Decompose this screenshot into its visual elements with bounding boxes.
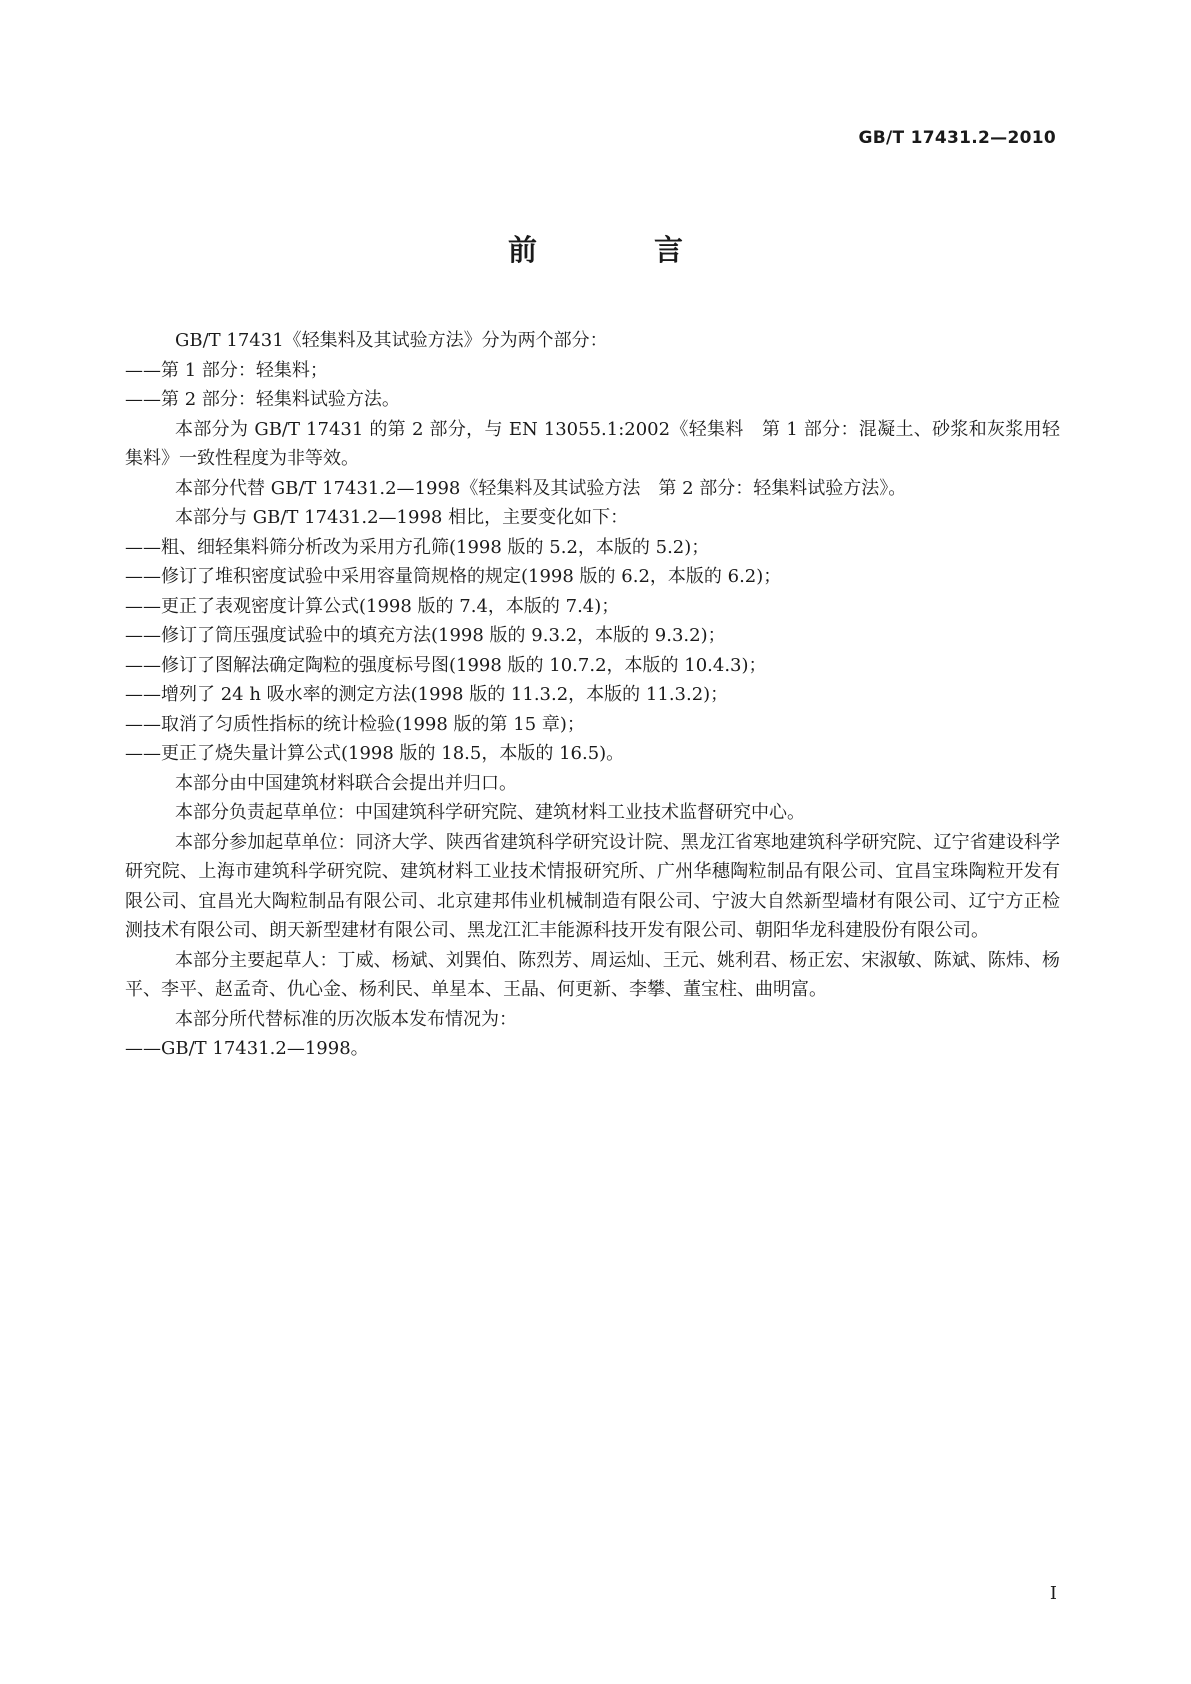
list-item: ——修订了图解法确定陶粒的强度标号图(1998 版的 10.7.2，本版的 10.4.3)； [125,654,767,676]
standard-number: GB/T 17431.2—2010 [858,128,1056,148]
list-item: ——第 2 部分：轻集料试验方法。 [125,389,400,410]
foreword-paragraph: 本部分主要起草人：丁威、杨斌、刘巽伯、陈烈芳、周运灿、王元、姚利君、杨正宏、宋淑敏、陈斌、陈炜、杨平、李平、赵孟奇、仇心金、杨利民、单星本、王晶、何更新、李攀、董宝柱、曲明富。 [125,949,1060,1000]
foreword-paragraph: 本部分负责起草单位：中国建筑科学研究院、建筑材料工业技术监督研究中心。 [175,802,805,823]
list-item: ——第 1 部分：轻集料； [125,359,328,381]
list-item: ——更正了烧失量计算公式(1998 版的 18.5，本版的 16.5)。 [125,743,625,764]
list-item: ——更正了表观密度计算公式(1998 版的 7.4，本版的 7.4)； [125,595,620,617]
list-item: ——粗、细轻集料筛分析改为采用方孔筛(1998 版的 5.2，本版的 5.2)； [125,536,710,558]
page-number: I [1049,1583,1057,1604]
list-item: ——取消了匀质性指标的统计检验(1998 版的第 15 章)； [125,713,585,735]
list-item: ——修订了堆积密度试验中采用容量筒规格的规定(1998 版的 6.2，本版的 6.2)； [125,566,782,587]
foreword-body [125,326,1060,1064]
page-title: 前 言 [507,233,727,267]
foreword-paragraph: 本部分参加起草单位：同济大学、陕西省建筑科学研究设计院、黑龙江省寒地建筑科学研究院、辽宁省建设科学研究院、上海市建筑科学研究院、建筑材料工业技术情报研究所、广州华穗陶粒制品有限公司、宜昌宝珠陶粒开发有限公司、宜昌光大陶粒制品有限公司、北京建邦伟业机械制造有限公司、宁波大自然新型墙材有限公司、辽宁方正检测技术有限公司、朗天新型建材有限公司、黑龙江汇丰能源科技开发有限公司、朝阳华龙科建股份有限公司。 [125,831,1060,941]
foreword-paragraph: 本部分与 GB/T 17431.2—1998 相比，主要变化如下： [175,507,629,528]
foreword-paragraph: GB/T 17431《轻集料及其试验方法》分为两个部分： [175,330,608,351]
list-item: ——修订了筒压强度试验中的填充方法(1998 版的 9.3.2，本版的 9.3.2)； [125,625,726,646]
foreword-paragraph: 本部分代替 GB/T 17431.2—1998《轻集料及其试验方法 第 2 部分：轻集料试验方法》。 [175,477,907,499]
list-item: ——增列了 24 h 吸水率的测定方法(1998 版的 11.3.2，本版的 11.3.2)； [125,684,729,705]
list-item: ——GB/T 17431.2—1998。 [125,1038,369,1059]
foreword-paragraph: 本部分为 GB/T 17431 的第 2 部分，与 EN 13055.1:2002《轻集料 第 1 部分：混凝土、砂浆和灰浆用轻集料》一致性程度为非等效。 [125,418,1060,469]
foreword-paragraph: 本部分由中国建筑材料联合会提出并归口。 [175,772,517,794]
foreword-paragraph: 本部分所代替标准的历次版本发布情况为： [175,1008,517,1030]
